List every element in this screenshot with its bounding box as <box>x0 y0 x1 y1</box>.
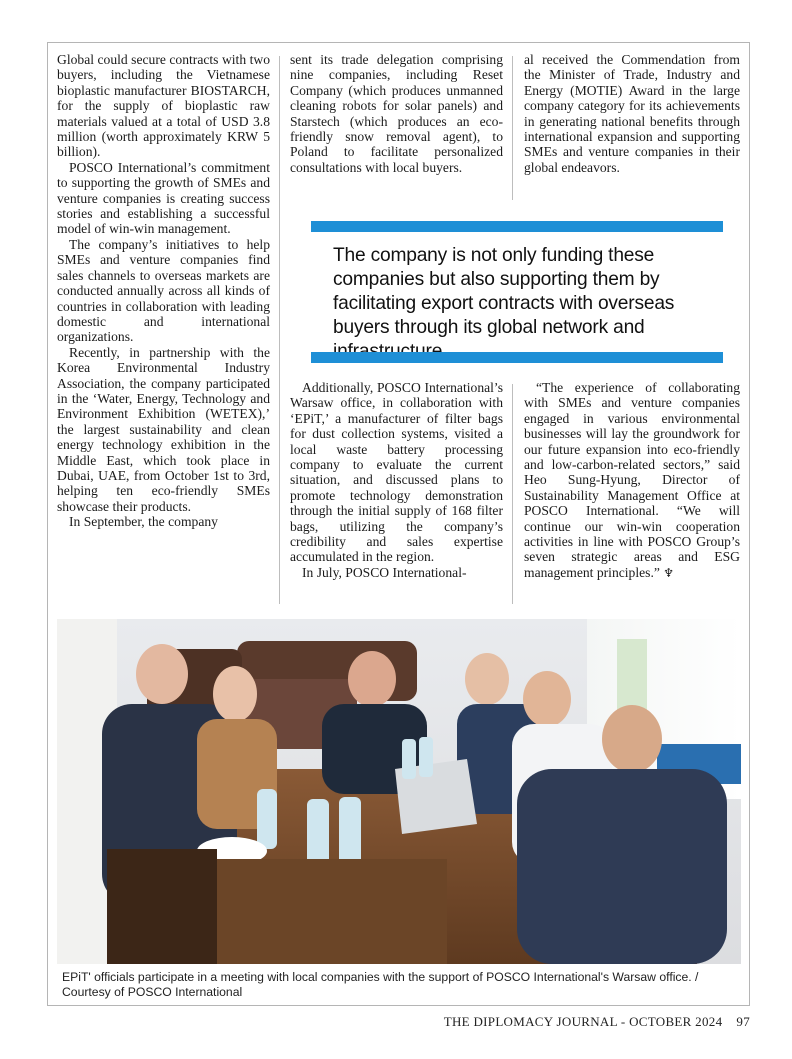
pull-quote-bottom-bar <box>311 352 723 363</box>
article-column-3-bottom <box>524 380 740 581</box>
paragraph: “The experience of collaborating with SMEs and venture companies engaged in various environmental businesses will lay the groundwork for our future expansion into eco-friendly and low-carbon-related sectors,” said Heo Sung-Hyung, Director of Sustainability Management Office at POSCO International. “We will continue our win-win cooperation activities in line with POSCO Group’s seven strategic areas and ESG management principles.” ♆ <box>524 380 740 580</box>
article-column-2-bottom <box>290 380 503 580</box>
column-divider <box>512 384 513 604</box>
paragraph: The company’s initiatives to help SMEs and venture companies find sales channels to overseas markets are conducted annually across all kinds of countries in collaboration with leading domestic and international organizations. <box>57 236 270 345</box>
paragraph: POSCO International’s commitment to supporting the growth of SMEs and venture companies is creating success stories and establishing a successful model of win-win management. <box>57 159 270 237</box>
paragraph: Global could secure contracts with two buyers, including the Vietnamese bioplastic manufacturer BIOSTARCH, for the supply of bioplastic raw materials valued at a total of USD 3.8 million (worth approximately KRW 5 billion). <box>57 52 270 160</box>
page-footer <box>444 1014 750 1030</box>
article-column-2-top <box>290 52 503 175</box>
article-column-1 <box>57 52 270 530</box>
photo-caption: EPiT' officials participate in a meeting with local companies with the support of POSCO International's Warsaw office. / Courtesy of POSCO International <box>62 970 699 999</box>
publication-name: THE DIPLOMACY JOURNAL - OCTOBER 2024 <box>443 1014 723 1029</box>
pull-quote-top-bar <box>311 221 723 232</box>
paragraph: Additionally, POSCO International’s Warsaw office, in collaboration with ‘EPiT,’ a manufacturer of filter bags for dust collection systems, visited a local waste battery processing company to evaluate the current situation, and discussed plans to promote technology demonstration through the initial supply of 168 filter bags, utilizing the company’s credibility and sales expertise accumulated in the region. <box>290 380 503 565</box>
column-divider <box>512 56 513 200</box>
paragraph: Recently, in partnership with the Korea Environmental Industry Association, the company participated in the ‘Water, Energy, Technology and Environment Exhibition (WETEX),’ the largest sustainability and clean energy technology exhibition in the Middle East, which took place in Dubai, UAE, from October 1st to 3rd, helping ten eco-friendly SMEs showcase their products. <box>57 344 270 514</box>
column-divider <box>279 56 280 604</box>
meeting-photo <box>57 619 741 964</box>
paragraph: In September, the company <box>69 514 218 530</box>
page-number: 97 <box>736 1014 750 1029</box>
pull-quote: The company is not only funding these companies but also supporting them by facilitating export contracts with overseas buyers through its global network and <box>333 245 675 338</box>
paragraph: al received the Commendation from the Minister of Trade, Industry and Energy (MOTIE) Award in the large company category for its achievements in generating national benefits through international expansion and supporting SMEs and venture companies in their global endeavors. <box>524 52 740 175</box>
paragraph: sent its trade delegation comprising nine companies, including Reset Company (which produces unmanned cleaning robots for solar panels) and Starstech (which produces an eco-friendly snow removal agent), to Poland to facilitate personalized consultations with local buyers. <box>290 52 503 175</box>
article-column-3-top <box>524 52 740 175</box>
end-mark-icon: ♆ <box>663 565 675 580</box>
paragraph: In July, POSCO International- <box>302 564 467 580</box>
